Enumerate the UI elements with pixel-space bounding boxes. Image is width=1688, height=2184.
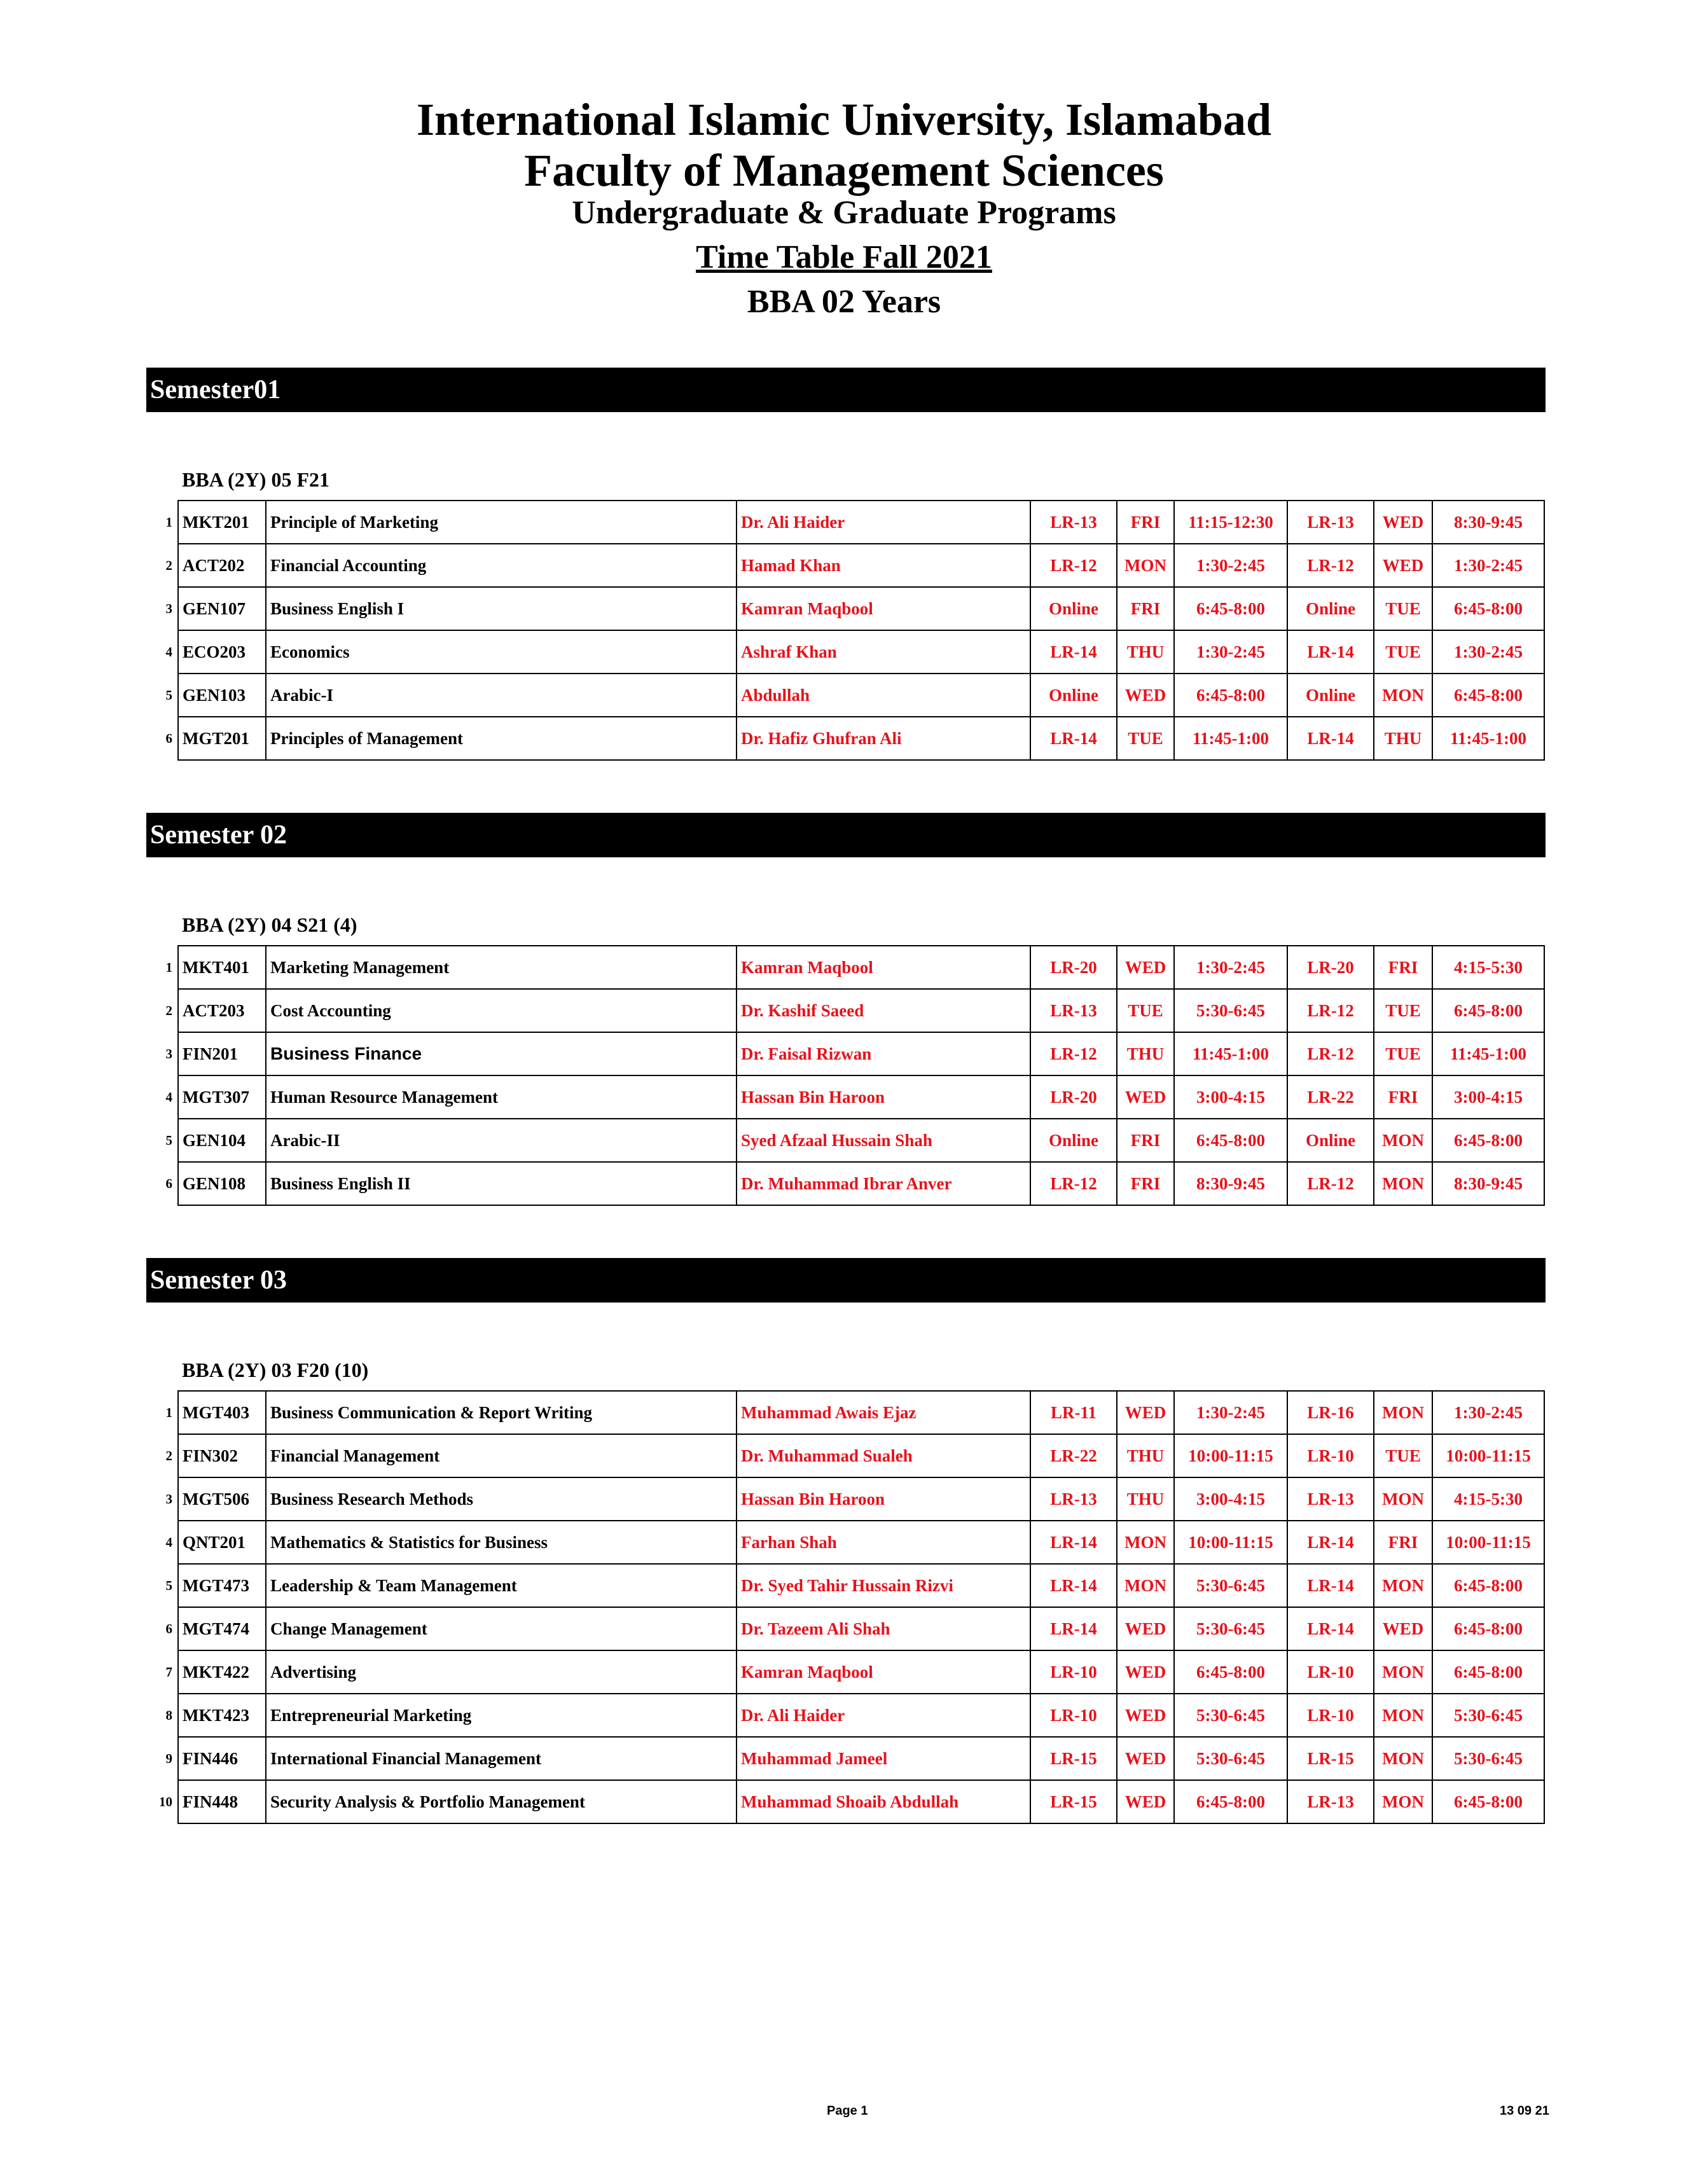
room-1: LR-10 bbox=[1030, 1650, 1117, 1694]
room-2: Online bbox=[1287, 674, 1374, 717]
row-number: 2 bbox=[165, 1002, 172, 1018]
room-1: LR-12 bbox=[1030, 544, 1117, 587]
time-1: 1:30-2:45 bbox=[1174, 630, 1287, 674]
day-1: WED bbox=[1117, 946, 1174, 989]
table-row bbox=[146, 989, 1544, 1032]
course-title: Principles of Management bbox=[266, 717, 737, 760]
room-1: LR-14 bbox=[1030, 717, 1117, 760]
semester-bar: Semester 02 bbox=[146, 813, 1546, 857]
course-code: FIN448 bbox=[178, 1780, 266, 1823]
time-2: 6:45-8:00 bbox=[1432, 1119, 1544, 1162]
room-2: LR-10 bbox=[1287, 1434, 1374, 1477]
day-1: MON bbox=[1117, 1521, 1174, 1564]
room-2: LR-14 bbox=[1287, 1564, 1374, 1607]
room-2: LR-14 bbox=[1287, 630, 1374, 674]
time-2: 5:30-6:45 bbox=[1432, 1737, 1544, 1780]
course-code: MGT506 bbox=[178, 1477, 266, 1521]
course-code: GEN107 bbox=[178, 587, 266, 630]
print-date: 13 09 21 bbox=[1500, 2104, 1549, 2118]
instructor: Hassan Bin Haroon bbox=[737, 1075, 1030, 1119]
course-code: GEN104 bbox=[178, 1119, 266, 1162]
table-row bbox=[146, 1521, 1544, 1564]
course-code: ECO203 bbox=[178, 630, 266, 674]
room-1: LR-11 bbox=[1030, 1391, 1117, 1434]
day-2: MON bbox=[1374, 1694, 1432, 1737]
time-1: 5:30-6:45 bbox=[1174, 1737, 1287, 1780]
day-1: WED bbox=[1117, 1607, 1174, 1650]
day-1: MON bbox=[1117, 544, 1174, 587]
room-2: Online bbox=[1287, 587, 1374, 630]
day-1: WED bbox=[1117, 1075, 1174, 1119]
instructor: Abdullah bbox=[737, 674, 1030, 717]
day-2: MON bbox=[1374, 1564, 1432, 1607]
day-2: TUE bbox=[1374, 587, 1432, 630]
time-1: 10:00-11:15 bbox=[1174, 1434, 1287, 1477]
instructor: Dr. Faisal Rizwan bbox=[737, 1032, 1030, 1075]
course-title: Mathematics & Statistics for Business bbox=[266, 1521, 737, 1564]
instructor: Farhan Shah bbox=[737, 1521, 1030, 1564]
room-2: LR-12 bbox=[1287, 989, 1374, 1032]
day-1: FRI bbox=[1117, 1119, 1174, 1162]
row-number: 1 bbox=[165, 959, 172, 975]
table-row bbox=[146, 1032, 1544, 1075]
day-1: THU bbox=[1117, 1434, 1174, 1477]
time-2: 4:15-5:30 bbox=[1432, 946, 1544, 989]
time-1: 5:30-6:45 bbox=[1174, 989, 1287, 1032]
time-1: 6:45-8:00 bbox=[1174, 674, 1287, 717]
room-1: LR-14 bbox=[1030, 630, 1117, 674]
course-title: Business Finance bbox=[266, 1032, 737, 1075]
row-number: 7 bbox=[165, 1664, 172, 1680]
timetable-semester-1 bbox=[146, 500, 1545, 761]
program-title: BBA 02 Years bbox=[747, 284, 941, 320]
day-1: THU bbox=[1117, 1477, 1174, 1521]
course-title: Financial Accounting bbox=[266, 544, 737, 587]
instructor: Syed Afzaal Hussain Shah bbox=[737, 1119, 1030, 1162]
programs-subtitle: Undergraduate & Graduate Programs bbox=[572, 195, 1116, 231]
row-number: 2 bbox=[165, 557, 172, 573]
time-2: 1:30-2:45 bbox=[1432, 544, 1544, 587]
table-row bbox=[146, 717, 1544, 760]
time-1: 3:00-4:15 bbox=[1174, 1477, 1287, 1521]
day-1: WED bbox=[1117, 1780, 1174, 1823]
time-2: 11:45-1:00 bbox=[1432, 1032, 1544, 1075]
room-2: LR-13 bbox=[1287, 1780, 1374, 1823]
room-1: LR-12 bbox=[1030, 1032, 1117, 1075]
room-1: LR-13 bbox=[1030, 501, 1117, 544]
room-2: LR-14 bbox=[1287, 717, 1374, 760]
room-1: Online bbox=[1030, 674, 1117, 717]
row-number: 5 bbox=[165, 1577, 172, 1593]
course-title: International Financial Management bbox=[266, 1737, 737, 1780]
time-1: 6:45-8:00 bbox=[1174, 1650, 1287, 1694]
table-row bbox=[146, 1780, 1544, 1823]
course-code: FIN201 bbox=[178, 1032, 266, 1075]
day-1: FRI bbox=[1117, 1162, 1174, 1205]
group-label: BBA (2Y) 04 S21 (4) bbox=[182, 913, 357, 936]
time-2: 5:30-6:45 bbox=[1432, 1694, 1544, 1737]
room-2: LR-22 bbox=[1287, 1075, 1374, 1119]
time-2: 6:45-8:00 bbox=[1432, 1780, 1544, 1823]
instructor: Dr. Syed Tahir Hussain Rizvi bbox=[737, 1564, 1030, 1607]
course-code: ACT203 bbox=[178, 989, 266, 1032]
room-2: LR-10 bbox=[1287, 1650, 1374, 1694]
row-number: 6 bbox=[165, 730, 172, 746]
room-2: LR-15 bbox=[1287, 1737, 1374, 1780]
time-1: 5:30-6:45 bbox=[1174, 1607, 1287, 1650]
time-1: 6:45-8:00 bbox=[1174, 1119, 1287, 1162]
time-2: 6:45-8:00 bbox=[1432, 989, 1544, 1032]
time-2: 1:30-2:45 bbox=[1432, 630, 1544, 674]
day-1: TUE bbox=[1117, 989, 1174, 1032]
room-2: Online bbox=[1287, 1119, 1374, 1162]
semester-bar: Semester 03 bbox=[146, 1258, 1546, 1303]
time-2: 1:30-2:45 bbox=[1432, 1391, 1544, 1434]
row-number: 5 bbox=[165, 687, 172, 703]
course-title: Business Research Methods bbox=[266, 1477, 737, 1521]
page-number: Page 1 bbox=[827, 2104, 868, 2118]
row-number: 6 bbox=[165, 1621, 172, 1636]
course-code: FIN302 bbox=[178, 1434, 266, 1477]
instructor: Dr. Kashif Saeed bbox=[737, 989, 1030, 1032]
day-2: MON bbox=[1374, 1477, 1432, 1521]
day-2: MON bbox=[1374, 1650, 1432, 1694]
room-2: LR-12 bbox=[1287, 1162, 1374, 1205]
timetable-semester-3 bbox=[146, 1390, 1545, 1824]
day-2: FRI bbox=[1374, 1075, 1432, 1119]
day-1: TUE bbox=[1117, 717, 1174, 760]
instructor: Ashraf Khan bbox=[737, 630, 1030, 674]
room-1: LR-13 bbox=[1030, 1477, 1117, 1521]
day-1: WED bbox=[1117, 1650, 1174, 1694]
row-number: 3 bbox=[165, 1046, 172, 1061]
course-code: QNT201 bbox=[178, 1521, 266, 1564]
semester-bar: Semester01 bbox=[146, 368, 1546, 412]
room-2: LR-10 bbox=[1287, 1694, 1374, 1737]
day-2: WED bbox=[1374, 501, 1432, 544]
day-2: TUE bbox=[1374, 1434, 1432, 1477]
room-1: LR-14 bbox=[1030, 1607, 1117, 1650]
instructor: Kamran Maqbool bbox=[737, 1650, 1030, 1694]
time-2: 4:15-5:30 bbox=[1432, 1477, 1544, 1521]
table-row bbox=[146, 630, 1544, 674]
room-2: LR-12 bbox=[1287, 544, 1374, 587]
day-2: FRI bbox=[1374, 1521, 1432, 1564]
timetable-semester-2 bbox=[146, 945, 1545, 1206]
group-label: BBA (2Y) 05 F21 bbox=[182, 468, 329, 491]
time-1: 8:30-9:45 bbox=[1174, 1162, 1287, 1205]
course-title: Business English II bbox=[266, 1162, 737, 1205]
row-number: 5 bbox=[165, 1132, 172, 1148]
row-number: 10 bbox=[159, 1794, 172, 1809]
room-1: LR-15 bbox=[1030, 1737, 1117, 1780]
table-row bbox=[146, 1607, 1544, 1650]
time-2: 8:30-9:45 bbox=[1432, 501, 1544, 544]
instructor: Hassan Bin Haroon bbox=[737, 1477, 1030, 1521]
table-row bbox=[146, 1650, 1544, 1694]
time-1: 1:30-2:45 bbox=[1174, 1391, 1287, 1434]
table-row bbox=[146, 587, 1544, 630]
course-title: Human Resource Management bbox=[266, 1075, 737, 1119]
time-2: 6:45-8:00 bbox=[1432, 674, 1544, 717]
room-2: LR-14 bbox=[1287, 1607, 1374, 1650]
day-1: THU bbox=[1117, 1032, 1174, 1075]
day-2: WED bbox=[1374, 544, 1432, 587]
course-code: MKT401 bbox=[178, 946, 266, 989]
time-2: 6:45-8:00 bbox=[1432, 1650, 1544, 1694]
course-code: MKT423 bbox=[178, 1694, 266, 1737]
day-2: MON bbox=[1374, 1780, 1432, 1823]
course-title: Leadership & Team Management bbox=[266, 1564, 737, 1607]
row-number: 3 bbox=[165, 1491, 172, 1507]
row-number: 2 bbox=[165, 1448, 172, 1463]
table-row bbox=[146, 501, 1544, 544]
instructor: Dr. Ali Haider bbox=[737, 1694, 1030, 1737]
table-row bbox=[146, 1564, 1544, 1607]
day-2: MON bbox=[1374, 1119, 1432, 1162]
course-title: Arabic-II bbox=[266, 1119, 737, 1162]
course-title: Change Management bbox=[266, 1607, 737, 1650]
time-2: 10:00-11:15 bbox=[1432, 1434, 1544, 1477]
course-code: GEN103 bbox=[178, 674, 266, 717]
course-title: Arabic-I bbox=[266, 674, 737, 717]
time-1: 6:45-8:00 bbox=[1174, 587, 1287, 630]
course-code: GEN108 bbox=[178, 1162, 266, 1205]
room-1: LR-20 bbox=[1030, 1075, 1117, 1119]
course-title: Economics bbox=[266, 630, 737, 674]
course-title: Business English I bbox=[266, 587, 737, 630]
instructor: Dr. Muhammad Sualeh bbox=[737, 1434, 1030, 1477]
course-title: Marketing Management bbox=[266, 946, 737, 989]
table-row bbox=[146, 674, 1544, 717]
university-title: International Islamic University, Islamabad bbox=[416, 94, 1272, 145]
day-2: THU bbox=[1374, 717, 1432, 760]
room-1: LR-20 bbox=[1030, 946, 1117, 989]
time-2: 3:00-4:15 bbox=[1432, 1075, 1544, 1119]
course-code: MGT403 bbox=[178, 1391, 266, 1434]
row-number: 8 bbox=[165, 1707, 172, 1723]
room-2: LR-12 bbox=[1287, 1032, 1374, 1075]
instructor: Muhammad Awais Ejaz bbox=[737, 1391, 1030, 1434]
row-number: 3 bbox=[165, 600, 172, 616]
day-2: TUE bbox=[1374, 630, 1432, 674]
course-code: MKT422 bbox=[178, 1650, 266, 1694]
row-number: 6 bbox=[165, 1175, 172, 1191]
room-1: LR-14 bbox=[1030, 1564, 1117, 1607]
room-1: LR-10 bbox=[1030, 1694, 1117, 1737]
time-1: 1:30-2:45 bbox=[1174, 946, 1287, 989]
row-number: 1 bbox=[165, 1404, 172, 1420]
day-1: WED bbox=[1117, 1391, 1174, 1434]
instructor: Hamad Khan bbox=[737, 544, 1030, 587]
room-1: Online bbox=[1030, 1119, 1117, 1162]
day-1: WED bbox=[1117, 1737, 1174, 1780]
timetable-title: Time Table Fall 2021 bbox=[696, 239, 992, 275]
instructor: Kamran Maqbool bbox=[737, 946, 1030, 989]
time-1: 3:00-4:15 bbox=[1174, 1075, 1287, 1119]
day-2: MON bbox=[1374, 674, 1432, 717]
time-2: 8:30-9:45 bbox=[1432, 1162, 1544, 1205]
time-2: 11:45-1:00 bbox=[1432, 717, 1544, 760]
day-1: WED bbox=[1117, 1694, 1174, 1737]
room-1: Online bbox=[1030, 587, 1117, 630]
time-2: 10:00-11:15 bbox=[1432, 1521, 1544, 1564]
row-number: 1 bbox=[165, 514, 172, 530]
course-title: Cost Accounting bbox=[266, 989, 737, 1032]
table-row bbox=[146, 1075, 1544, 1119]
room-1: LR-22 bbox=[1030, 1434, 1117, 1477]
instructor: Dr. Muhammad Ibrar Anver bbox=[737, 1162, 1030, 1205]
instructor: Muhammad Shoaib Abdullah bbox=[737, 1780, 1030, 1823]
room-1: LR-12 bbox=[1030, 1162, 1117, 1205]
room-1: LR-14 bbox=[1030, 1521, 1117, 1564]
instructor: Dr. Ali Haider bbox=[737, 501, 1030, 544]
course-code: MGT474 bbox=[178, 1607, 266, 1650]
time-1: 5:30-6:45 bbox=[1174, 1564, 1287, 1607]
course-code: FIN446 bbox=[178, 1737, 266, 1780]
day-2: WED bbox=[1374, 1607, 1432, 1650]
time-1: 11:45-1:00 bbox=[1174, 1032, 1287, 1075]
room-2: LR-13 bbox=[1287, 1477, 1374, 1521]
course-title: Principle of Marketing bbox=[266, 501, 737, 544]
table-row bbox=[146, 1694, 1544, 1737]
instructor: Muhammad Jameel bbox=[737, 1737, 1030, 1780]
row-number: 9 bbox=[165, 1750, 172, 1766]
instructor: Dr. Tazeem Ali Shah bbox=[737, 1607, 1030, 1650]
course-title: Financial Management bbox=[266, 1434, 737, 1477]
group-label: BBA (2Y) 03 F20 (10) bbox=[182, 1358, 369, 1381]
time-2: 6:45-8:00 bbox=[1432, 587, 1544, 630]
faculty-title: Faculty of Management Sciences bbox=[524, 145, 1164, 196]
instructor: Dr. Hafiz Ghufran Ali bbox=[737, 717, 1030, 760]
table-row bbox=[146, 1434, 1544, 1477]
day-2: MON bbox=[1374, 1737, 1432, 1780]
instructor: Kamran Maqbool bbox=[737, 587, 1030, 630]
day-2: MON bbox=[1374, 1162, 1432, 1205]
day-2: TUE bbox=[1374, 1032, 1432, 1075]
table-row bbox=[146, 1737, 1544, 1780]
time-1: 11:45-1:00 bbox=[1174, 717, 1287, 760]
room-1: LR-15 bbox=[1030, 1780, 1117, 1823]
table-row bbox=[146, 544, 1544, 587]
room-2: LR-16 bbox=[1287, 1391, 1374, 1434]
course-title: Advertising bbox=[266, 1650, 737, 1694]
day-1: WED bbox=[1117, 674, 1174, 717]
course-code: MKT201 bbox=[178, 501, 266, 544]
table-row bbox=[146, 1391, 1544, 1434]
course-title: Entrepreneurial Marketing bbox=[266, 1694, 737, 1737]
table-row bbox=[146, 1119, 1544, 1162]
row-number: 4 bbox=[165, 1534, 172, 1550]
day-1: FRI bbox=[1117, 501, 1174, 544]
day-2: TUE bbox=[1374, 989, 1432, 1032]
day-1: MON bbox=[1117, 1564, 1174, 1607]
row-number: 4 bbox=[165, 644, 172, 660]
time-2: 6:45-8:00 bbox=[1432, 1607, 1544, 1650]
time-2: 6:45-8:00 bbox=[1432, 1564, 1544, 1607]
time-1: 5:30-6:45 bbox=[1174, 1694, 1287, 1737]
day-1: THU bbox=[1117, 630, 1174, 674]
day-1: FRI bbox=[1117, 587, 1174, 630]
day-2: FRI bbox=[1374, 946, 1432, 989]
course-title: Security Analysis & Portfolio Management bbox=[266, 1780, 737, 1823]
time-1: 11:15-12:30 bbox=[1174, 501, 1287, 544]
table-row bbox=[146, 1162, 1544, 1205]
course-code: MGT307 bbox=[178, 1075, 266, 1119]
row-number: 4 bbox=[165, 1089, 172, 1105]
time-1: 10:00-11:15 bbox=[1174, 1521, 1287, 1564]
time-1: 1:30-2:45 bbox=[1174, 544, 1287, 587]
time-1: 6:45-8:00 bbox=[1174, 1780, 1287, 1823]
room-2: LR-13 bbox=[1287, 501, 1374, 544]
table-row bbox=[146, 1477, 1544, 1521]
course-title: Business Communication & Report Writing bbox=[266, 1391, 737, 1434]
room-1: LR-13 bbox=[1030, 989, 1117, 1032]
day-2: MON bbox=[1374, 1391, 1432, 1434]
course-code: MGT473 bbox=[178, 1564, 266, 1607]
course-code: ACT202 bbox=[178, 544, 266, 587]
table-row bbox=[146, 946, 1544, 989]
course-code: MGT201 bbox=[178, 717, 266, 760]
room-2: LR-20 bbox=[1287, 946, 1374, 989]
room-2: LR-14 bbox=[1287, 1521, 1374, 1564]
